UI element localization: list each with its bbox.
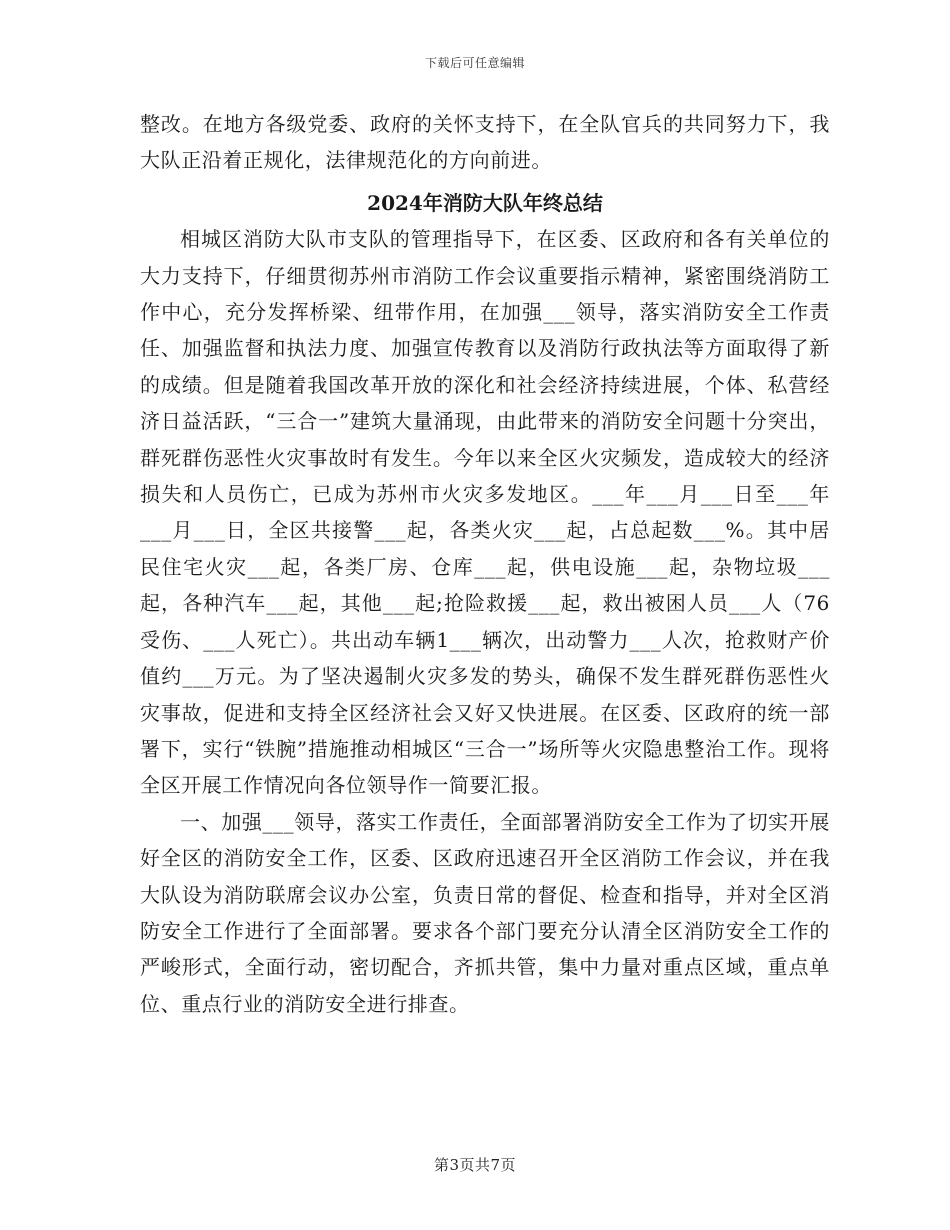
document-body (140, 106, 830, 1022)
document-title: 2024年消防大队年终总结 (367, 190, 603, 215)
page-number-footer: 第3页共7页 (433, 1156, 517, 1174)
body-paragraph-2: 一、加强___领导，落实工作责任，全面部署消防安全工作为了切实开展好全区的消防安全工作，区委、区政府迅速召开全区消防工作会议，并在我大队设为消防联席会议办公室，负责日常的督促、检查和指导，并对全区消防安全工作进行了全面部署。要求各个部门要充分认清全区消防安全工作的严峻形式，全面行动，密切配合，齐抓共管，集中力量对重点区域，重点单位、重点行业的消防安全进行排查。 (140, 809, 830, 1016)
intro-paragraph: 整改。在地方各级党委、政府的关怀支持下，在全队官兵的共同努力下，我大队正沿着正规化，法律规范化的方向前进。 (140, 112, 830, 173)
body-paragraph-1: 相城区消防大队市支队的管理指导下，在区委、区政府和各有关单位的大力支持下，仔细贯彻苏州市消防工作会议重要指示精神，紧密围绕消防工作中心，充分发挥桥梁、纽带作用，在加强___领导，落实消防安全工作责任、加强监督和执法力度、加强宣传教育以及消防行政执法等方面取得了新的成绩。但是随着我国改革开放的深化和社会经济持续进展，个体、私营经济日益活跃，“三合一”建筑大量涌现，由此带来的消防安全问题十分突出，群死群伤恶性火灾事故时有发生。今年以来全区火灾频发，造成较大的经济损失和人员伤亡，已成为苏州市火灾多发地区。___年___月___日至___年___月___日，全区共接警___起，各类火灾___起，占总起数___%。其中居民住宅火灾___起，各类厂房、仓库___起，供电设施___起，杂物垃圾___起，各种汽车___起，其他___起;抢险救援___起，救出被困人员___人（76受伤、___人死亡）。共出动车辆1___辆次，出动警力___人次，抢救财产价值约___万元。为了坚决遏制火灾多发的势头，确保不发生群死群伤恶性火灾事故，促进和支持全区经济社会又好又快进展。在区委、区政府的统一部署下，实行“铁腕”措施推动相城区“三合一”场所等火灾隐患整治工作。现将全区开展工作情况向各位领导作一简要汇报。 (140, 227, 830, 798)
header-note: 下载后可任意编辑 (424, 56, 525, 70)
